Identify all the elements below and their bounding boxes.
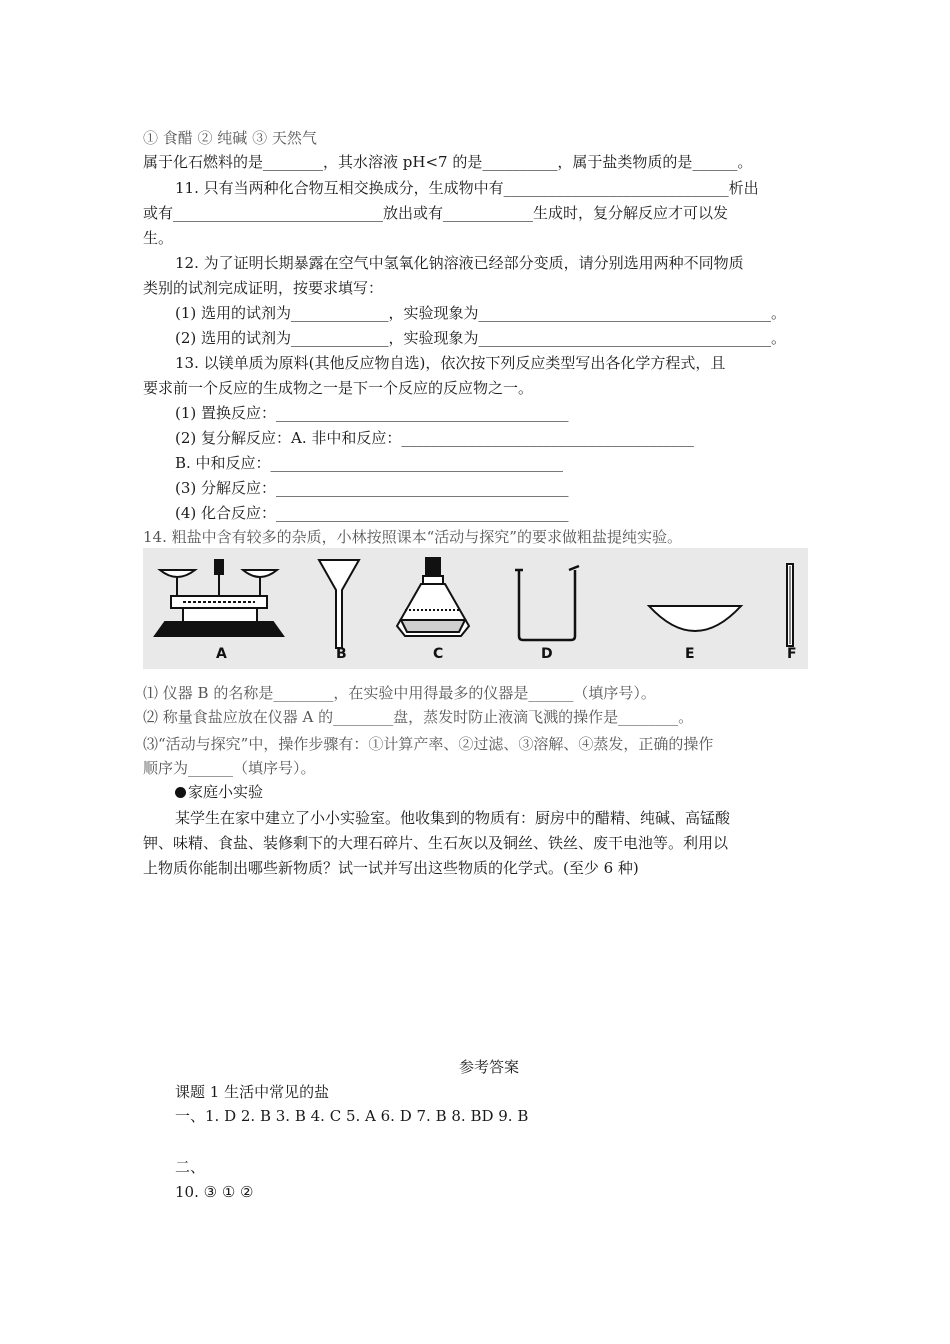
question-12-line1: 12. 为了证明长期暴露在空气中氢氧化钠溶液已经部分变质，请分别选用两种不同物质: [175, 254, 744, 272]
balance-scale-icon: [155, 560, 283, 636]
answer-question-10: 10. ③ ① ②: [175, 1183, 254, 1201]
label-b: B: [336, 646, 347, 662]
question-11-line2: 或有____________________________放出或有____________生成时，复分解反应才可以发: [143, 204, 729, 222]
label-d: D: [541, 646, 553, 662]
question-10-blanks: 属于化石燃料的是________，其水溶液 pH<7 的是__________，属于盐类物质的是______。: [143, 153, 753, 171]
alcohol-lamp-icon: [397, 558, 469, 636]
question-12-part1: (1) 选用的试剂为_____________，实验现象为_______________________________________。: [175, 304, 787, 322]
question-14-part1: ⑴ 仪器 B 的名称是________，在实验中用得最多的仪器是______（填序号）。: [143, 684, 656, 702]
question-14-intro: 14. 粗盐中含有较多的杂质，小林按照课本“活动与探究”的要求做粗盐提纯实验。: [143, 528, 682, 546]
bullet-icon: [175, 787, 186, 798]
question-14-part2: ⑵ 称量食盐应放在仪器 A 的________盘，蒸发时防止液滴飞溅的操作是________。: [143, 708, 694, 726]
home-experiment-line1: 某学生在家中建立了小小实验室。他收集到的物质有：厨房中的醋精、纯碱、高锰酸: [175, 809, 731, 827]
question-13-part4: (4) 化合反应：_______________________________________: [175, 504, 569, 522]
answer-lesson-title: 课题 1 生活中常见的盐: [175, 1083, 330, 1101]
question-11-line1: 11. 只有当两种化合物互相交换成分，生成物中有______________________________析出: [175, 179, 759, 197]
question-13-part2a: (2) 复分解反应：A. 非中和反应：_______________________________________: [175, 429, 694, 447]
question-13-part1: (1) 置换反应：_______________________________________: [175, 404, 569, 422]
question-14-part3-line1: ⑶“活动与探究”中，操作步骤有：①计算产率、②过滤、③溶解、④蒸发，正确的操作: [143, 735, 714, 753]
beaker-icon: [515, 566, 579, 640]
label-a: A: [216, 646, 227, 662]
glass-rod-icon: [787, 564, 793, 646]
home-experiment-line3: 上物质你能制出哪些新物质？试一试并写出这些物质的化学式。(至少 6 种): [143, 859, 639, 877]
answer-section-1: 一、1. D 2. B 3. B 4. C 5. A 6. D 7. B 8. BD 9. B: [175, 1107, 529, 1125]
question-13-part3: (3) 分解反应：_______________________________________: [175, 479, 569, 497]
lab-apparatus-figure: [143, 548, 808, 669]
evaporating-dish-icon: [649, 606, 741, 631]
question-14-part3-line2: 顺序为______（填序号）。: [143, 759, 316, 777]
funnel-icon: [319, 560, 359, 648]
label-e: E: [685, 646, 695, 662]
question-13-line2: 要求前一个反应的生成物之一是下一个反应的反应物之一。: [143, 379, 534, 397]
answer-section-2-heading: 二、: [175, 1158, 206, 1176]
home-experiment-title: 家庭小实验: [188, 783, 264, 801]
question-12-line2: 类别的试剂完成证明，按要求填写：: [143, 279, 384, 297]
question-11-line3: 生。: [143, 229, 174, 247]
answer-key-title: 参考答案: [459, 1058, 520, 1076]
question-12-part2: (2) 选用的试剂为_____________，实验现象为_______________________________________。: [175, 329, 787, 347]
question-13-line1: 13. 以镁单质为原料(其他反应物自选)，依次按下列反应类型写出各化学方程式，且: [175, 354, 726, 372]
question-10-options: ① 食醋 ② 纯碱 ③ 天然气: [143, 129, 317, 147]
label-c: C: [433, 646, 444, 662]
label-f: F: [787, 646, 797, 662]
home-experiment-line2: 钾、味精、食盐、装修剩下的大理石碎片、生石灰以及铜丝、铁丝、废干电池等。利用以: [143, 834, 729, 852]
home-experiment-heading: [175, 782, 263, 802]
question-13-part2b: B. 中和反应：_______________________________________: [175, 454, 564, 472]
